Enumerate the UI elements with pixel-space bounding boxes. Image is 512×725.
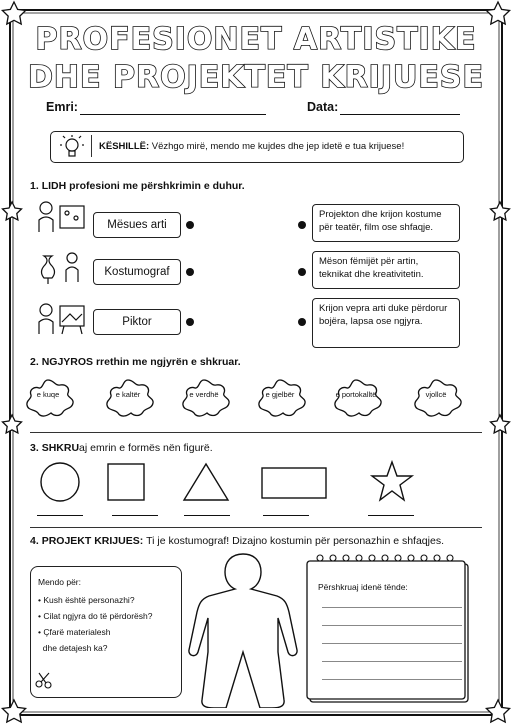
notebook-line[interactable]	[322, 643, 462, 644]
section1-title: LIDH profesioni me përshkrimin e duhur.	[41, 180, 245, 192]
question-item: Cilat ngjyra do të përdorësh?	[43, 611, 153, 621]
page-title-line1: PROFESIONET ARTISTIKE	[35, 22, 477, 57]
description-2: Mëson fëmijët për artin, teknikat dhe kreativitetin.	[312, 251, 460, 289]
date-field[interactable]	[340, 114, 460, 115]
lightbulb-icon	[57, 134, 87, 160]
scissors-icon	[35, 671, 53, 689]
answer-line[interactable]	[37, 515, 83, 516]
question-item: Kush është personazhi?	[43, 595, 135, 605]
star-icon	[3, 202, 22, 220]
question-item: dhe detajesh ka?	[42, 643, 108, 653]
section1-number: 1.	[30, 180, 39, 192]
description-1: Projekton dhe krijon kostume për teatër, film ose shfaqje.	[312, 204, 460, 242]
section3-number: 3.	[30, 442, 39, 454]
color-splat[interactable]	[324, 376, 388, 420]
section4-title-bold: PROJEKT KRIJUES:	[41, 535, 144, 547]
color-splat[interactable]	[248, 376, 312, 420]
color-label: e kuqe	[36, 390, 60, 399]
star-icon	[2, 700, 25, 722]
teacher-icon	[39, 202, 84, 232]
star-icon	[491, 202, 510, 220]
section4-title-rest: Ti je kostumograf! Dizajno kostumin për personazhin e shfaqjes.	[146, 535, 444, 547]
color-splat[interactable]	[172, 376, 236, 420]
star-icon	[486, 700, 509, 722]
section4-number: 4.	[30, 535, 39, 547]
divider	[30, 432, 482, 433]
shapes-row	[30, 458, 482, 508]
divider	[30, 527, 482, 528]
tip-text: Vëzhgo mirë, mendo me kujdes dhe jep idetë e tua krijuese!	[151, 141, 405, 152]
notebook-line[interactable]	[322, 625, 462, 626]
section2-title: NGJYROS rrethin me ngjyrën e shkruar.	[41, 356, 241, 368]
date-label: Data:	[307, 100, 339, 114]
color-splat[interactable]	[404, 376, 468, 420]
color-label: e verdhë	[189, 390, 219, 399]
section2-heading	[30, 356, 241, 368]
profession-teacher[interactable]: Mësues arti	[93, 212, 181, 238]
color-label: vjollcë	[425, 390, 447, 399]
tip-label: KËSHILLË:	[99, 141, 150, 152]
match-dot-left[interactable]	[186, 268, 194, 276]
circle-shape	[41, 463, 79, 501]
profession-painter[interactable]: Piktor	[93, 309, 181, 335]
think-label: Mendo për:	[38, 577, 81, 587]
name-label: Emri:	[46, 100, 78, 114]
rectangle-shape	[262, 468, 326, 498]
color-label: e portokalltë	[335, 390, 377, 399]
color-label: e kaltër	[115, 390, 141, 399]
match-dot-left[interactable]	[186, 221, 194, 229]
profession-costume-designer[interactable]: Kostumograf	[93, 259, 181, 285]
color-splat[interactable]	[96, 376, 160, 420]
section2-number: 2.	[30, 356, 39, 368]
color-label: e gjelbër	[265, 390, 295, 399]
match-dot-left[interactable]	[186, 318, 194, 326]
star-icon	[491, 415, 510, 433]
section3-heading	[30, 442, 213, 454]
description-3: Krijon vepra arti duke përdorur bojëra, lapsa ose ngjyra.	[312, 298, 460, 348]
answer-line[interactable]	[263, 515, 309, 516]
profession-illustrations	[36, 200, 90, 336]
star-shape	[372, 462, 412, 500]
notebook-line[interactable]	[322, 661, 462, 662]
think-box	[30, 566, 182, 698]
notebook-line[interactable]	[322, 679, 462, 680]
name-field[interactable]	[80, 114, 266, 115]
star-icon	[2, 2, 25, 24]
star-icon	[486, 2, 509, 24]
page-title-line2: DHE PROJEKTET KRIJUESE	[28, 60, 484, 95]
notebook	[306, 550, 474, 706]
section1-heading	[30, 180, 245, 192]
painter-icon	[39, 304, 84, 334]
costume-designer-icon	[42, 253, 79, 284]
answer-line[interactable]	[112, 515, 158, 516]
section3-title-rest: aj emrin e formës nën figurë.	[79, 442, 213, 454]
match-dot-right[interactable]	[298, 318, 306, 326]
tip-box	[50, 131, 464, 163]
notebook-line[interactable]	[322, 607, 462, 608]
questions-list: • Kush është personazhi? • Cilat ngjyra do të përdorësh? • Çfarë materialesh dhe detajesh ka?	[38, 595, 153, 653]
section3-title-bold: SHKRU	[41, 442, 80, 454]
square-shape	[108, 464, 144, 500]
section4-heading	[30, 535, 444, 547]
color-splat[interactable]	[16, 376, 80, 420]
notebook-label: Përshkruaj idenë tënde:	[318, 582, 408, 592]
triangle-shape	[184, 464, 228, 500]
question-item: Çfarë materialesh	[43, 627, 111, 637]
match-dot-right[interactable]	[298, 221, 306, 229]
figure-outline[interactable]	[180, 550, 306, 708]
answer-line[interactable]	[184, 515, 230, 516]
answer-line[interactable]	[368, 515, 414, 516]
match-dot-right[interactable]	[298, 268, 306, 276]
